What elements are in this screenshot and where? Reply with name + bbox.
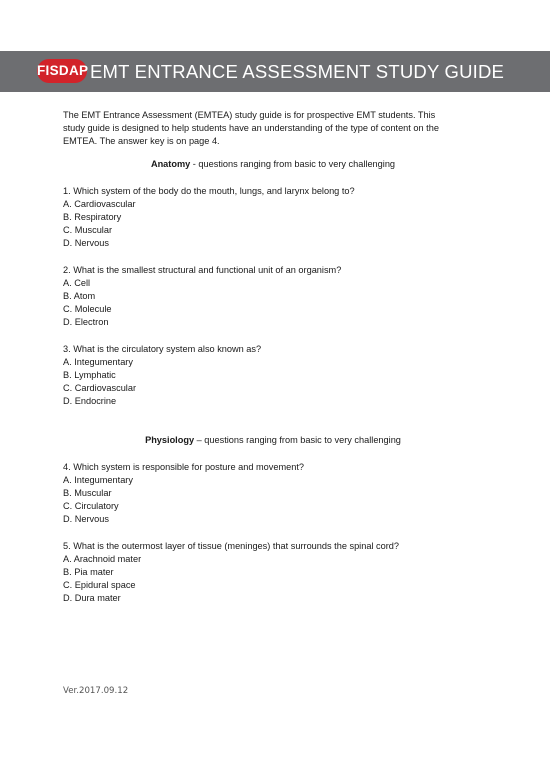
question-text: 5. What is the outermost layer of tissue (meninges) that surrounds the spinal cord? (63, 541, 400, 551)
answer-option: A. Integumentary (63, 475, 133, 485)
intro-line: EMTEA. The answer key is on page 4. (63, 136, 220, 146)
answer-option: A. Cardiovascular (63, 199, 136, 209)
intro-line: The EMT Entrance Assessment (EMTEA) study guide is for prospective EMT students. This (63, 110, 436, 120)
answer-option: D. Nervous (63, 238, 109, 248)
answer-option: B. Muscular (63, 488, 112, 498)
answer-option: A. Integumentary (63, 357, 133, 367)
answer-option: C. Molecule (63, 304, 112, 314)
question-text: 2. What is the smallest structural and functional unit of an organism? (63, 265, 342, 275)
section-heading-physiology (63, 434, 483, 447)
section-heading-bold: Anatomy (150, 159, 191, 169)
answer-option: D. Dura mater (63, 593, 121, 603)
answer-option: C. Cardiovascular (63, 383, 137, 393)
answer-option: B. Atom (63, 291, 96, 301)
answer-option: B. Lymphatic (63, 370, 116, 380)
answer-option: C. Muscular (63, 225, 113, 235)
page-title: EMT ENTRANCE ASSESSMENT STUDY GUIDE (90, 61, 505, 82)
question-text: 3. What is the circulatory system also known as? (63, 344, 262, 354)
answer-option: A. Arachnoid mater (63, 554, 142, 564)
answer-option: B. Respiratory (63, 212, 122, 222)
fisdap-logo: FISDAP (37, 59, 87, 83)
question-text: 4. Which system is responsible for posture and movement? (63, 462, 305, 472)
answer-option: D. Electron (63, 317, 109, 327)
section-heading-anatomy (63, 158, 483, 171)
version-footer: Ver.2017.09.12 (63, 686, 129, 696)
answer-option: D. Endocrine (63, 396, 117, 406)
section-heading-text: - questions ranging from basic to very challenging (190, 159, 396, 169)
answer-option: C. Circulatory (63, 501, 119, 511)
answer-option: C. Epidural space (63, 580, 136, 590)
section-heading-bold: Physiology (145, 435, 195, 445)
answer-option: D. Nervous (63, 514, 109, 524)
section-heading-text: – questions ranging from basic to very challenging (194, 435, 401, 445)
intro-line: study guide is designed to help students have an understanding of the type of content on the (63, 123, 439, 133)
answer-option: B. Pia mater (63, 567, 114, 577)
answer-option: A. Cell (63, 278, 91, 288)
question-text: 1. Which system of the body do the mouth, lungs, and larynx belong to? (63, 186, 355, 196)
